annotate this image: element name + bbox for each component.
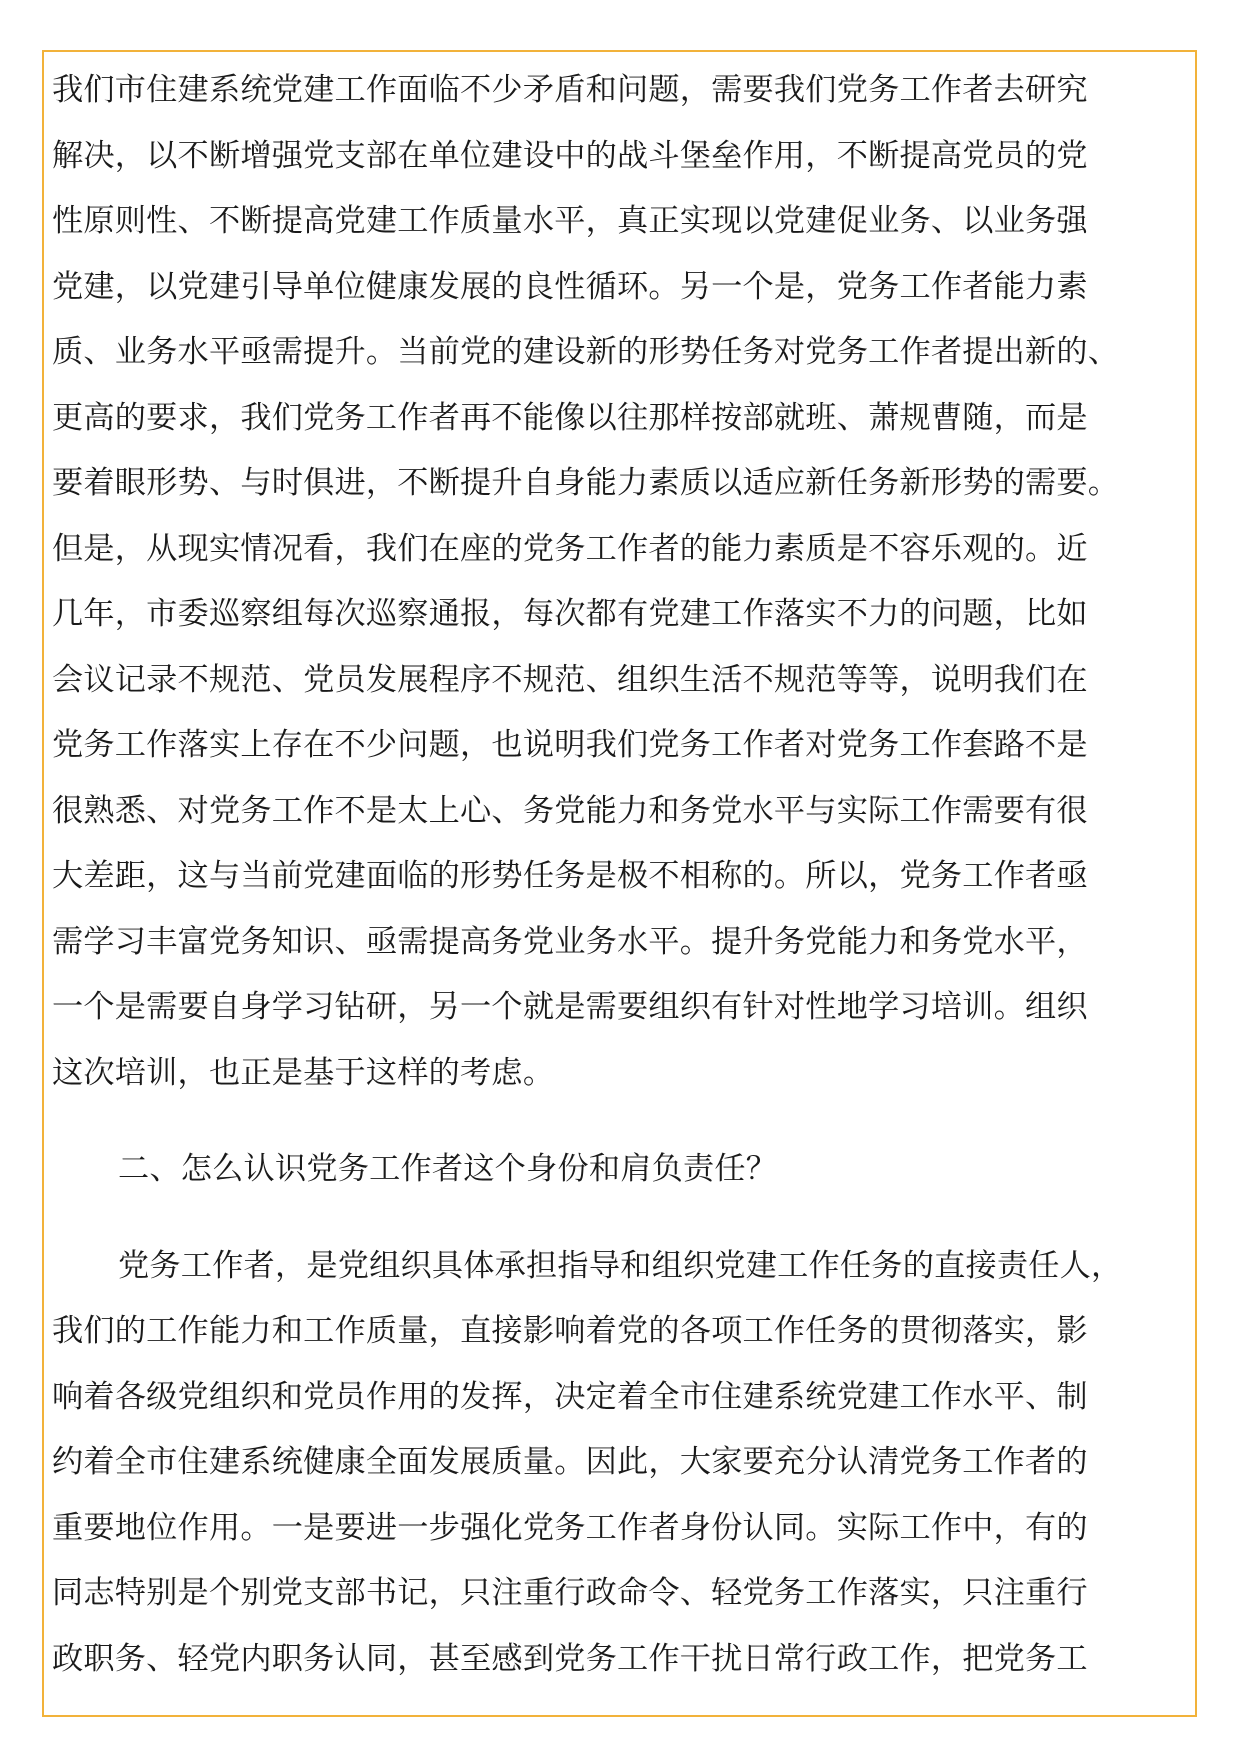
text-line: 一个是需要自身学习钻研，另一个就是需要组织有针对性地学习培训。组织 [52,989,1088,1025]
text-line: 党务工作者，是党组织具体承担指导和组织党建工作任务的直接责任人， [118,1247,1123,1284]
text-line: 但是，从现实情况看，我们在座的党务工作者的能力素质是不容乐观的。近 [52,530,1088,567]
text-line: 解决，以不断增强党支部在单位建设中的战斗堡垒作用，不断提高党员的党 [52,137,1088,174]
text-line: 几年，市委巡察组每次巡察通报，每次都有党建工作落实不力的问题，比如 [52,596,1088,632]
text-line: 要着眼形势、与时俱进，不断提升自身能力素质以适应新任务新形势的需要。 [52,465,1120,501]
text-line: 党务工作落实上存在不少问题，也说明我们党务工作者对党务工作套路不是 [52,727,1088,763]
text-line: 质、业务水平亟需提升。当前党的建设新的形势任务对党务工作者提出新的、 [52,334,1120,370]
text-line: 很熟悉、对党务工作不是太上心、务党能力和务党水平与实际工作需要有很 [52,792,1088,829]
text-line: 约着全市住建系统健康全面发展质量。因此，大家要充分认清党务工作者的 [52,1444,1088,1480]
text-line: 需学习丰富党务知识、亟需提高务党业务水平。提升务党能力和务党水平， [52,923,1088,960]
text-line: 重要地位作用。一是要进一步强化党务工作者身份认同。实际工作中，有的 [52,1509,1088,1546]
paragraph-2 [52,1234,1184,1693]
text-line: 更高的要求，我们党务工作者再不能像以往那样按部就班、萧规曹随，而是 [52,399,1088,436]
text-line: 会议记录不规范、党员发展程序不规范、组织生活不规范等等，说明我们在 [52,661,1088,698]
text-line: 我们的工作能力和工作质量，直接影响着党的各项工作任务的贯彻落实，影 [52,1313,1088,1349]
text-line: 政职务、轻党内职务认同，甚至感到党务工作干扰日常行政工作，把党务工 [52,1640,1088,1677]
paragraph-gap [52,1106,1184,1137]
text-line: 我们市住建系统党建工作面临不少矛盾和问题，需要我们党务工作者去研究 [52,72,1088,108]
text-line: 党建，以党建引导单位健康发展的良性循环。另一个是，党务工作者能力素 [52,268,1088,305]
paragraph-gap [52,1203,1184,1234]
section-heading-2: 二、怎么认识党务工作者这个身份和肩负责任？ [118,1151,778,1187]
text-line: 同志特别是个别党支部书记，只注重行政命令、轻党务工作落实，只注重行 [52,1575,1088,1611]
text-line: 这次培训，也正是基于这样的考虑。 [52,1054,555,1091]
document-body [52,58,1184,1692]
text-line: 大差距，这与当前党建面临的形势任务是极不相称的。所以，党务工作者亟 [52,858,1088,894]
text-line: 性原则性、不断提高党建工作质量水平，真正实现以党建促业务、以业务强 [52,203,1088,239]
paragraph-1 [52,58,1184,1106]
text-line: 响着各级党组织和党员作用的发挥，决定着全市住建系统党建工作水平、制 [52,1378,1088,1415]
